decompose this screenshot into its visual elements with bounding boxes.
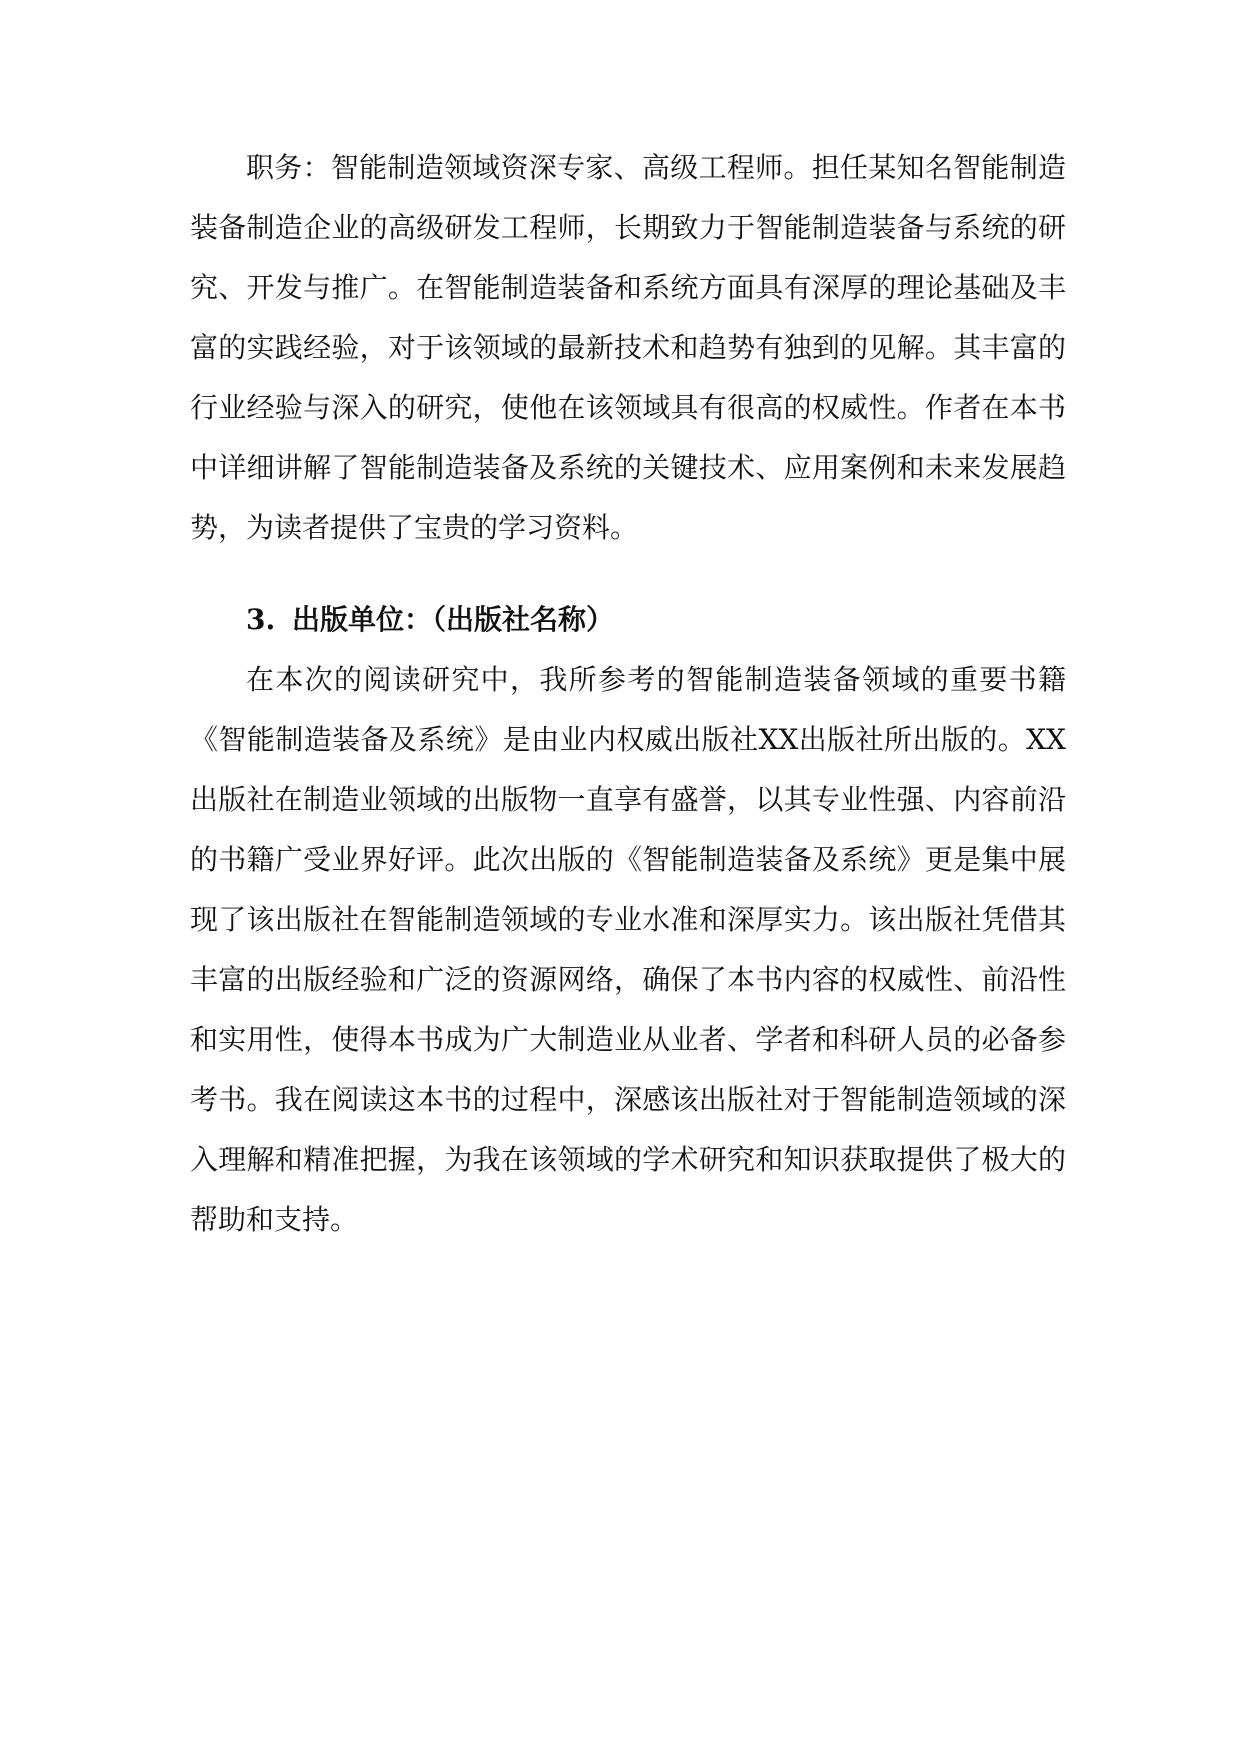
author-position-paragraph: 职务：智能制造领域资深专家、高级工程师。担任某知名智能制造装备制造企业的高级研发工程师，长期致力于智能制造装备与系统的研究、开发与推广。在智能制造装备和系统方面具有深厚的理论基础及丰富的实践经验，对于该领域的最新技术和趋势有独到的见解。其丰富的行业经验与深入的研究，使他在该领域具有很高的权威性。作者在本书中详细讲解了智能制造装备及系统的关键技术、应用案例和未来发展趋势，为读者提供了宝贵的学习资料。 xyxy=(190,151,1066,544)
publisher-paragraph: 在本次的阅读研究中，我所参考的智能制造装备领域的重要书籍《智能制造装备及系统》是由业内权威出版社XX出版社所出版的。XX出版社在制造业领域的出版物一直享有盛誉，以其专业性强、内容前沿的书籍广受业界好评。此次出版的《智能制造装备及系统》更是集中展现了该出版社在智能制造领域的专业水准和深厚实力。该出版社凭借其丰富的出版经验和广泛的资源网络，确保了本书内容的权威性、前沿性和实用性，使得本书成为广大制造业从业者、学者和科研人员的必备参考书。我在阅读这本书的过程中，深感该出版社对于智能制造领域的深入理解和精准把握，为我在该领域的学术研究和知识获取提供了极大的帮助和支持。 xyxy=(190,663,1066,1236)
document-body xyxy=(190,138,1066,1250)
section-number: 3. xyxy=(246,603,276,636)
section-heading xyxy=(190,590,1066,650)
section-title: 出版单位：（出版社名称） xyxy=(292,603,615,636)
